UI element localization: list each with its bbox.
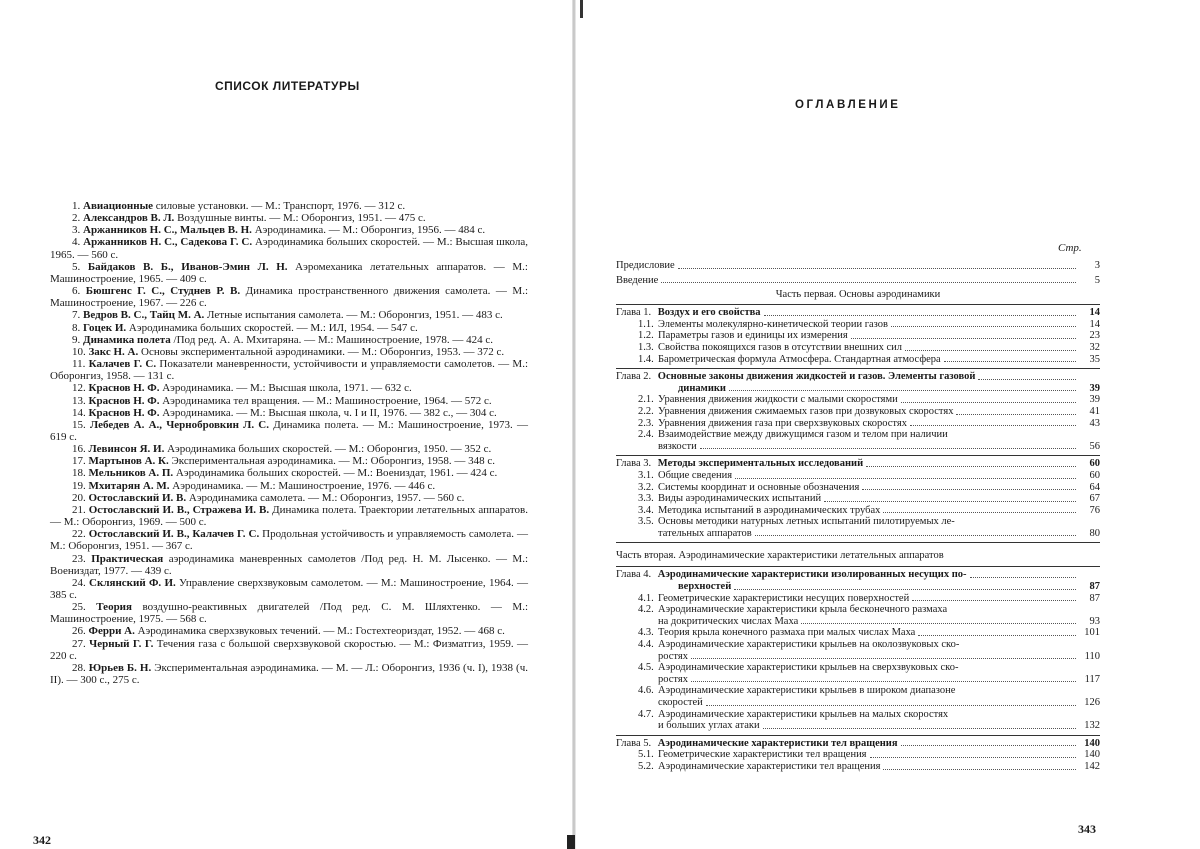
toc-page-number: 23 [1089,330,1100,342]
reference-item [50,261,528,285]
reference-item [50,346,528,358]
toc-page-number: 110 [1084,650,1100,662]
reference-number: 20. [72,491,89,504]
part-heading-1: Часть первая. Основы аэродинамики [775,289,941,301]
page-number-left: 342 [33,833,51,847]
toc-section-cont[interactable]: и больших углах атаки 132 [658,720,1100,732]
reference-number: 24. [72,576,90,589]
reference-item [50,492,528,504]
toc-chapter-5[interactable]: Глава 5. Аэродинамические характеристики тел вращения 140 [616,737,1100,749]
reference-number: 19. [72,479,89,492]
page-number-right: 343 [1078,822,1096,836]
toc-entry-introduction[interactable]: Введение 5 [616,274,1100,286]
reference-item [50,625,528,637]
reference-item [50,553,528,577]
toc-section[interactable]: 5.2. Аэродинамические характеристики тел вращения 142 [638,760,1100,772]
divider [616,455,1100,456]
reference-authors: Динамика полета [83,333,171,346]
reference-authors: Остославский И. В. [88,491,187,504]
chapter-1 [616,307,1100,365]
toc-page-number: 67 [1089,493,1100,505]
reference-text: Динамика полета. Траектории летательных аппаратов. — М.: Оборонгиз, 1969. — 500 с. [50,503,528,529]
toc-section[interactable]: 3.2. Системы координат и основные обозначения 64 [638,481,1100,493]
reference-item [50,455,528,467]
toc-section: 4.4. Аэродинамические характеристики крыльев на околозвуковых ско- [638,639,960,651]
reference-authors: Лебедев А. А., Чернобровкин Л. С. [89,418,269,431]
reference-text: аэродинамика маневренных самолетов /Под ред. Н. М. Лысенко. — М.: Воениздат, 1977. — 439 с. [50,552,529,577]
toc-section[interactable]: 1.4. Барометрическая формула Атмосфера. Стандартная атмосфера 35 [638,353,1100,365]
reference-authors: Практическая [91,552,164,565]
reference-number: 14. [72,406,89,419]
toc-section[interactable]: 5.1. Геометрические характеристики тел вращения 140 [638,749,1100,761]
toc-page-number: 142 [1084,760,1100,772]
reference-text: Воздушные винты. — М.: Оборонгиз, 1951. — 475 с. [174,212,426,225]
reference-item [50,638,528,662]
reference-authors: Гоцек И. [83,321,127,334]
reference-number: 28. [72,661,89,674]
reference-authors: Мельников А. П. [88,467,174,480]
toc-section-cont[interactable]: ростях 117 [658,673,1100,685]
reference-authors: Черный Г. Г. [89,637,154,650]
reference-number: 21. [72,503,89,516]
reference-item [50,662,528,686]
toc-section[interactable]: 2.2. Уравнения движения сжимаемых газов при дозвуковых скоростях 41 [638,405,1100,417]
reference-authors: Аржанников Н. С., Садекова Г. С. [83,236,253,249]
reference-authors: Склянский Ф. И. [89,576,176,589]
reference-item [50,224,528,236]
reference-text: Аэродинамика больших скоростей. — М.: ИЛ, 1954. — 547 с. [126,321,418,334]
chapter-2 [616,371,1100,452]
page-title-bibliography: СПИСОК ЛИТЕРАТУРЫ [215,79,360,93]
toc-page-number: 140 [1084,749,1100,761]
toc-page-number: 80 [1089,527,1100,539]
toc-chapter-4-cont[interactable]: верхностей 87 [678,581,1100,593]
reference-authors: Мхитарян А. М. [88,479,170,492]
toc-section-cont[interactable]: на докритических числах Маха 93 [658,615,1100,627]
reference-number: 11. [72,358,89,371]
reference-number: 7. [72,309,83,322]
page-column-label: Стр. [1058,242,1082,254]
toc-page-number: 93 [1089,615,1100,627]
reference-authors: Авиационные [83,200,154,212]
reference-text: Аэродинамика тел вращения. — М.: Машиностроение, 1964. — 572 с. [159,394,492,407]
reference-number: 18. [72,467,89,480]
reference-authors: Ведров В. С., Тайц М. А. [83,309,205,322]
reference-number: 2. [72,212,83,225]
reference-item [50,358,528,382]
reference-text: Аэродинамика больших скоростей. — М.: Воениздат, 1961. — 424 с. [173,467,498,480]
reference-text: Течения газа с большой сверхзвуковой скоростью. — М.: Физматгиз, 1959. — 220 с. [50,637,529,662]
toc-section: 3.5. Основы методики натурных летных испытаний пилотируемых ле- [638,516,955,528]
toc-page-number: 60 [1089,458,1100,470]
toc-chapter-4[interactable]: Глава 4. Аэродинамические характеристики изолированных несущих по- [616,569,1100,581]
reference-authors: Мартынов А. К. [88,455,169,468]
reference-authors: Ферри А. [88,625,135,638]
reference-authors: Левинсон Я. И. [88,443,165,456]
reference-item [50,212,528,224]
reference-text: Продольная устойчивость и управляемость самолета. — М.: Оборонгиз, 1951. — 367 с. [50,528,528,553]
part-heading-2: Часть вторая. Аэродинамические характеристики летательных аппаратов [616,550,944,562]
reference-authors: Бюшгенс Г. С., Студнев Р. В. [85,285,241,298]
reference-item [50,407,528,419]
toc-section[interactable]: 4.3. Теория крыла конечного размаха при малых числах Маха 101 [638,627,1100,639]
reference-item [50,322,528,334]
reference-item [50,528,528,552]
toc-section[interactable]: 2.3. Уравнения движения газа при сверхзвуковых скоростях 43 [638,417,1100,429]
reference-item [50,395,528,407]
divider [616,368,1100,369]
toc-section[interactable]: 1.1. Элементы молекулярно-кинетической теории газов 14 [638,318,1100,330]
toc-section[interactable]: 2.1. Уравнения движения жидкости с малыми скоростями 39 [638,394,1100,406]
chapter-4 [616,569,1100,731]
reference-text: Аэродинамика самолета. — М.: Оборонгиз, 1957. — 560 с. [186,491,465,504]
reference-text: Аэродинамика больших скоростей. — М.: Оборонгиз, 1950. — 352 с. [164,443,492,456]
toc-section-cont[interactable]: тательных аппаратов 80 [658,527,1100,539]
toc-page-number: 14 [1089,318,1100,330]
toc-page-number: 60 [1089,469,1100,481]
reference-number: 13. [72,394,89,407]
reference-authors: Остославский И. В., Калачев Г. С. [88,528,260,541]
reference-authors: Теория [96,601,132,614]
toc-page-number: 64 [1089,481,1100,493]
toc-section: 4.2. Аэродинамические характеристики крыла бесконечного размаха [638,604,948,616]
reference-item [50,504,528,528]
reference-authors: Юрьев Б. Н. [88,661,152,674]
reference-authors: Краснов Н. Ф. [88,382,160,395]
toc-section[interactable]: 1.3. Свойства покоящихся газов в отсутствии внешних сил 32 [638,341,1100,353]
reference-text: Аэродинамика. — М.: Машиностроение, 1976. — 446 с. [169,479,436,492]
toc-section-cont[interactable]: вязкости 56 [658,440,1100,452]
toc-chapter-1[interactable]: Глава 1. Воздух и его свойства 14 [616,307,1100,319]
toc-page-number: 39 [1089,382,1100,394]
toc-page-number: 101 [1084,627,1100,639]
reference-authors: Краснов Н. Ф. [88,394,160,407]
reference-authors: Закс Н. А. [88,345,139,358]
toc-chapter-2-cont[interactable]: динамики 39 [678,382,1100,394]
toc-section: 2.4. Взаимодействие между движущимся газом и телом при наличии [638,429,948,441]
reference-number: 15. [72,418,90,431]
toc-section: 4.5. Аэродинамические характеристики крыльев на сверхзвуковых ско- [638,662,959,674]
toc-page-number: 140 [1084,737,1100,749]
reference-authors: Калачев Г. С. [88,358,157,371]
reference-item [50,419,528,443]
reference-list [50,200,528,686]
reference-number: 23. [72,552,92,565]
toc-section: 4.7. Аэродинамические характеристики крыльев на малых скоростях [638,708,949,720]
reference-authors: Аржанников Н. С., Мальцев В. Н. [83,224,252,237]
reference-authors: Александров В. Л. [83,212,175,225]
toc-chapter-2[interactable]: Глава 2. Основные законы движения жидкостей и газов. Элементы газовой [616,371,1100,383]
reference-item [50,309,528,321]
reference-text: Аэродинамика сверхзвуковых течений. — М.: Гостехтеориздат, 1952. — 468 с. [134,625,505,638]
toc-page-number: 39 [1089,394,1100,406]
reference-item [50,285,528,309]
divider [616,304,1100,305]
left-page [0,0,578,849]
reference-text: Аэродинамика. — М.: Оборонгиз, 1956. — 484 с. [251,224,486,237]
divider [616,542,1100,543]
toc-section[interactable]: 3.3. Виды аэродинамических испытаний 67 [638,493,1100,505]
reference-number: 9. [72,333,83,346]
reference-number: 1. [72,200,83,212]
reference-item [50,467,528,479]
toc-section[interactable]: 3.4. Методика испытаний в аэродинамических трубах 76 [638,504,1100,516]
toc-section: 4.6. Аэродинамические характеристики крыльев в широком диапазоне [638,685,956,697]
chapter-3 [616,458,1100,539]
reference-item [50,334,528,346]
reference-item [50,443,528,455]
reference-text: Основы экспериментальной аэродинамики. — М.: Оборонгиз, 1953. — 372 с. [138,345,505,358]
reference-number: 22. [72,528,89,541]
toc-section[interactable]: 4.1. Геометрические характеристики несущих поверхностей 87 [638,592,1100,604]
reference-item [50,236,528,260]
chapter-5 [616,738,1100,773]
divider [616,566,1100,567]
toc-page-number: 132 [1084,720,1100,732]
toc-page-number: 56 [1089,440,1100,452]
reference-number: 25. [72,601,97,614]
toc-page-number: 87 [1089,581,1100,593]
toc-page-number: 35 [1089,353,1100,365]
reference-item [50,577,528,601]
table-of-contents [616,260,1100,773]
reference-text: Показатели маневренности, устойчивости и управляемости самолетов. — М.: Оборонгиз, 1958. — 131 с. [50,358,529,383]
toc-page-number: 32 [1089,341,1100,353]
toc-section[interactable]: 1.2. Параметры газов и единицы их измерения 23 [638,330,1100,342]
reference-item [50,601,528,625]
page-title-contents: ОГЛАВЛЕНИЕ [795,99,901,111]
toc-section-cont[interactable]: скоростей 126 [658,697,1100,708]
toc-page-number: 87 [1089,592,1100,604]
reference-number: 8. [72,321,83,334]
toc-page-number: 117 [1084,673,1100,685]
reference-text: Динамика полета. — М.: Машиностроение, 1973. — 619 с. [50,418,528,443]
toc-page-number: 126 [1084,697,1100,708]
toc-section-cont[interactable]: ростях 110 [658,650,1100,662]
toc-page-number: 43 [1089,417,1100,429]
toc-chapter-3[interactable]: Глава 3. Методы экспериментальных исследований 60 [616,458,1100,470]
toc-page-number: 76 [1089,504,1100,516]
reference-number: 12. [72,382,89,395]
reference-text: воздушно-реактивных двигателей /Под ред. С. М. Шляхтенко. — М.: Машиностроение, 1975. — 568 с. [50,601,528,626]
reference-number: 17. [72,455,89,468]
reference-number: 16. [72,443,89,456]
reference-number: 3. [72,224,83,237]
reference-text: Экспериментальная аэродинамика. — М.: Оборонгиз, 1958. — 348 с. [168,455,495,468]
reference-number: 27. [72,637,90,650]
reference-text: силовые установки. — М.: Транспорт, 1976. — 312 с. [153,200,406,212]
reference-number: 26. [72,625,89,638]
reference-item [50,200,528,212]
toc-page-number: 14 [1089,307,1100,319]
reference-text: Управление сверхзвуковым самолетом. — М.: Машиностроение, 1964. — 385 с. [50,576,528,601]
toc-section[interactable]: 3.1. Общие сведения 60 [638,469,1100,481]
reference-number: 4. [72,236,84,249]
reference-item [50,382,528,394]
reference-text: Аэродинамика больших скоростей. — М.: Высшая школа, 1965. — 560 с. [50,236,528,261]
reference-text: Динамика пространственного движения самолета. — М.: Машиностроение, 1967. — 226 с. [50,285,529,310]
toc-page-number: 41 [1089,405,1100,417]
reference-text: Экспериментальная аэродинамика. — М. — Л.: Оборонгиз, 1936 (ч. I), 1938 (ч. II). — 300 с., 275 с. [50,661,528,687]
reference-number: 6. [72,285,86,298]
reference-authors: Байдаков В. Б., Иванов-Эмин Л. Н. [87,260,288,273]
reference-number: 10. [72,345,89,358]
toc-entry-preface[interactable]: Предисловие 3 [616,260,1100,271]
reference-item [50,480,528,492]
reference-text: Аэромеханика летательных аппаратов. — М.: Машиностроение, 1965. — 409 с. [50,260,528,285]
reference-text: /Под ред. А. А. Мхитаряна. — М.: Машиностроение, 1978. — 424 с. [170,333,493,346]
reference-text: Аэродинамика. — М.: Высшая школа, 1971. — 632 с. [159,382,412,395]
reference-text: Летные испытания самолета. — М.: Оборонгиз, 1951. — 483 с. [204,309,503,322]
reference-number: 5. [72,260,88,273]
reference-authors: Остославский И. В., Стражева И. В. [88,503,270,516]
reference-text: Аэродинамика. — М.: Высшая школа, ч. I и II, 1976. — 382 с., — 304 с. [159,406,497,419]
divider [616,735,1100,736]
reference-authors: Краснов Н. Ф. [88,406,160,419]
right-page [580,0,1200,849]
